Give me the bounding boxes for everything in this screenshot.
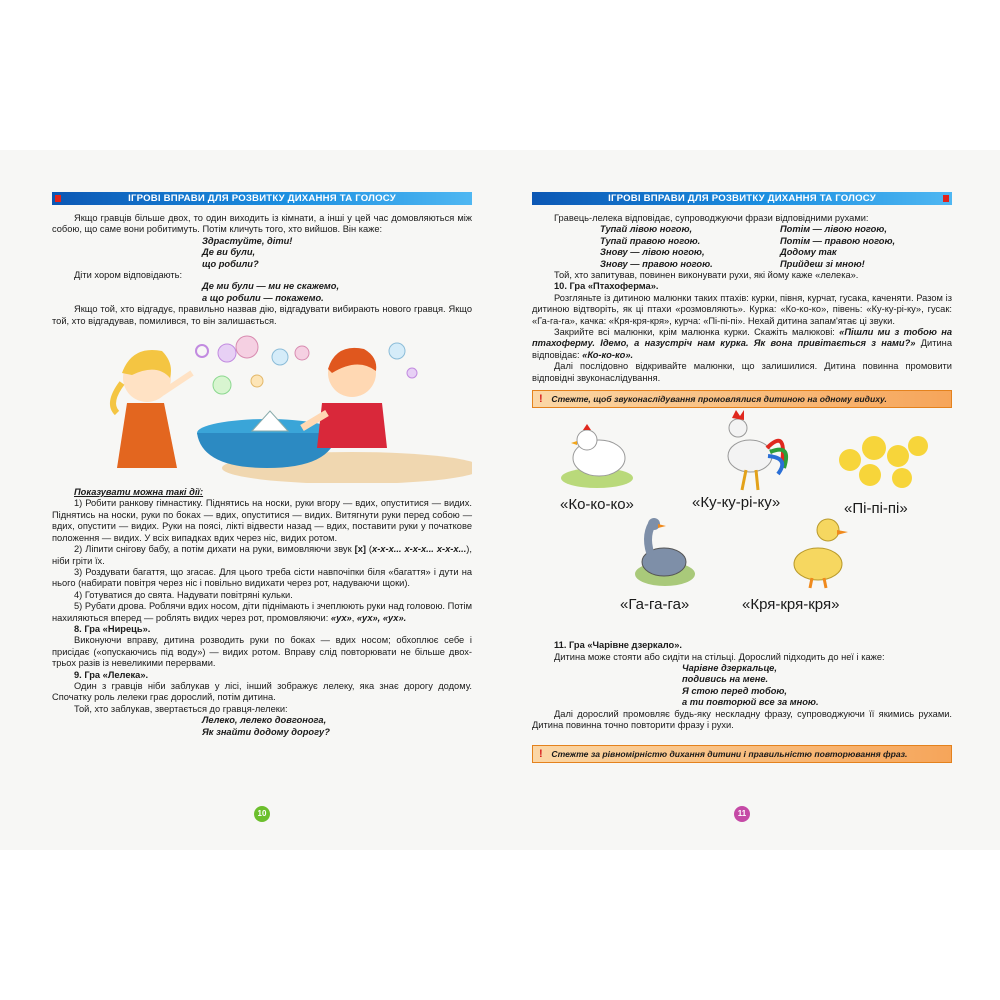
children-blowing-bubbles-illustration bbox=[52, 333, 472, 483]
verse-line: Де ви були, bbox=[202, 247, 256, 258]
duckling-picture bbox=[782, 506, 852, 590]
verse-line: а ти повторюй все за мною. bbox=[682, 697, 819, 708]
actions-title: Показувати можна такі дії: bbox=[74, 487, 204, 498]
verse-line: а що робили — покажемо. bbox=[202, 292, 324, 303]
game-heading: 11. Гра «Чарівне дзеркало». bbox=[554, 640, 682, 651]
game-heading: 10. Гра «Птахоферма». bbox=[554, 281, 659, 292]
verse-two-columns bbox=[532, 224, 952, 270]
exclamation-icon: ! bbox=[539, 748, 543, 761]
verse-line: Тупай лівою ногою, bbox=[600, 224, 693, 235]
paragraph: Закрийте всі малюнки, крім малюнка курки. Скажіть малюкові: «Пішли ми з тобою на птахоферму. Ідемо, а назустріч нам курка. Як вона привітається з нами?» Дитина відповідає: «Ко-ко-ко». bbox=[532, 327, 952, 360]
paragraph: Виконуючи вправу, дитина розводить руки по боках — вдих носом; обхоплює себе і присідає («опускаючись під воду») — видих ротом. Вправу слід повторювати не більше двох-трьох разів із невеликими перервами. bbox=[52, 635, 472, 669]
header-marker bbox=[55, 195, 61, 202]
right-page-header bbox=[532, 192, 952, 205]
paragraph: Один з гравців ніби заблукав у лісі, інший зображує лелеку, яка знає дорогу додому. Спочатку роль лелеки грає дорослий, потім дитина. bbox=[52, 680, 472, 703]
goose-picture bbox=[630, 514, 700, 594]
verse-line: Додому так bbox=[780, 247, 837, 258]
verse-line: Потім — лівою ногою, bbox=[780, 224, 887, 235]
chicks-sound: «Пі-пі-пі» bbox=[844, 500, 908, 518]
verse-line: Я стою перед тобою, bbox=[682, 685, 787, 696]
verse-line: подивись на мене. bbox=[682, 674, 769, 685]
right-header-title: ІГРОВІ ВПРАВИ ДЛЯ РОЗВИТКУ ДИХАННЯ ТА ГОЛОСУ bbox=[608, 193, 876, 204]
birds-illustration bbox=[532, 414, 952, 640]
exclamation-icon: ! bbox=[539, 393, 543, 406]
paragraph: Той, хто заблукав, звертається до гравця-лелеки: bbox=[74, 703, 288, 714]
paragraph: Якщо гравців більше двох, то один виходить із кімнати, а інші у цей час домовляються між собою, що саме вони робитимуть. Потім кличуть того, хто вийшов. Він каже: bbox=[52, 213, 472, 235]
page-number-balloon: 10 bbox=[254, 806, 270, 822]
verse-line: Потім — правою ногою, bbox=[780, 235, 896, 246]
right-page bbox=[532, 192, 952, 832]
list-item: 5) Рубати дрова. Роблячи вдих носом, діти піднімають і зчеплюють руки над головою. Потім нахиляються вперед — роблять видих через рот, промовляючи: «ух», «ух», «ух». bbox=[52, 601, 472, 623]
warning-note: ! Стежте за рівномірністю дихання дитини і правильністю повторювання фраз. bbox=[532, 745, 952, 763]
verse-line: Знову — лівою ногою, bbox=[600, 247, 705, 258]
left-header-title: ІГРОВІ ВПРАВИ ДЛЯ РОЗВИТКУ ДИХАННЯ ТА ГОЛОСУ bbox=[128, 193, 396, 204]
verse-line: Чарівне дзеркальце, bbox=[682, 662, 777, 673]
paragraph: Той, хто запитував, повинен виконувати рухи, які йому каже «лелека». bbox=[554, 270, 859, 281]
list-item: 2) Ліпити снігову бабу, а потім дихати на руки, вимовляючи звук [х] (х-х-х... х-х-х... х-х-х...), ніби гріти їх. bbox=[52, 544, 472, 566]
paragraph: Розгляньте із дитиною малюнки таких птахів: курки, півня, курчат, гусака, каченяти. Разом із дитиною відтворіть, як ці птахи «розмовляють». Курка: «Ко-ко-ко», півень: «Ку-ку-рі-ку», гусак: «Га-га-га», качка: «Кря-кря-кря», курча: «Пі-пі-пі». Нехай дитина запам'ятає ці звуки. bbox=[532, 292, 952, 326]
hen-sound: «Ко-ко-ко» bbox=[560, 496, 634, 514]
paragraph: Якщо той, хто відгадує, правильно назвав дію, відгадувати вибирають нового гравця. Якщо той, хто відгадував, помилився, то він залишається. bbox=[52, 304, 472, 326]
paragraph: Дитина може стояти або сидіти на стільці. Дорослий підходить до неї і каже: bbox=[554, 651, 885, 662]
verse-line: Тупай правою ногою. bbox=[600, 235, 701, 246]
hen-picture bbox=[557, 420, 637, 490]
verse-line: Як знайти додому дорогу? bbox=[202, 726, 330, 737]
list-item: 3) Роздувати багаття, що згасає. Для цього треба сісти навпочіпки біля «багаття» і дути на нього (набирати повітря через ніс і повільно видихати через рот, надуваючи щоки). bbox=[52, 566, 472, 589]
verse-line: Знову — правою ногою. bbox=[600, 258, 713, 269]
left-page bbox=[52, 192, 472, 832]
paragraph: Далі послідовно відкривайте малюнки, що залишилися. Дитина повинна промовити відповідні звуконаслідування. bbox=[532, 361, 952, 383]
bubbles-image bbox=[52, 333, 472, 483]
list-item: 4) Готуватися до свята. Надувати повітряні кульки. bbox=[74, 589, 293, 600]
goose-sound: «Га-га-га» bbox=[620, 596, 690, 614]
paragraph: Гравець-лелека відповідає, супроводжуючи фрази відповідними рухами: bbox=[554, 213, 869, 223]
verse-line: Прийдеш зі мною! bbox=[780, 258, 865, 269]
verse-line: Лелеко, лелеко довгонога, bbox=[202, 715, 327, 726]
game-heading: 9. Гра «Лелека». bbox=[74, 669, 149, 680]
paragraph: Далі дорослий промовляє будь-яку нескладну фразу, супроводжуючи її якимись рухами. Дитина повинна точно повторити фразу і рухи. bbox=[532, 708, 952, 730]
game-heading: 8. Гра «Нирець». bbox=[74, 623, 151, 634]
rooster-sound: «Ку-ку-рі-ку» bbox=[692, 494, 781, 512]
chicks-picture bbox=[832, 420, 932, 490]
left-page-header bbox=[52, 192, 472, 205]
header-marker bbox=[943, 195, 949, 202]
list-item: 1) Робити ранкову гімнастику. Піднятись на носки, руки вгору — вдих, опуститися — видих. Піднятись на носки, руки по боках — вдих, опуститися — видих. Витягнути руки перед собою — вдих, опустити — видих. Руки на поясі, лікті відвести назад — вдих, поставити руки у початкове положення — видих. У всіх випадках вдих через ніс, видих ротом. bbox=[52, 498, 472, 543]
warning-note: ! Стежте, щоб звуконаслідування промовлялися дитиною на одному видиху. bbox=[532, 390, 952, 408]
verse-line: Здрастуйте, діти! bbox=[202, 235, 293, 246]
verse-line: Де ми були — ми не скажемо, bbox=[202, 281, 340, 292]
duckling-sound: «Кря-кря-кря» bbox=[742, 596, 840, 614]
paragraph: Діти хором відповідають: bbox=[74, 270, 183, 281]
verse-line: що робили? bbox=[202, 258, 259, 269]
page-number-balloon: 11 bbox=[734, 806, 750, 822]
rooster-picture bbox=[712, 408, 792, 494]
